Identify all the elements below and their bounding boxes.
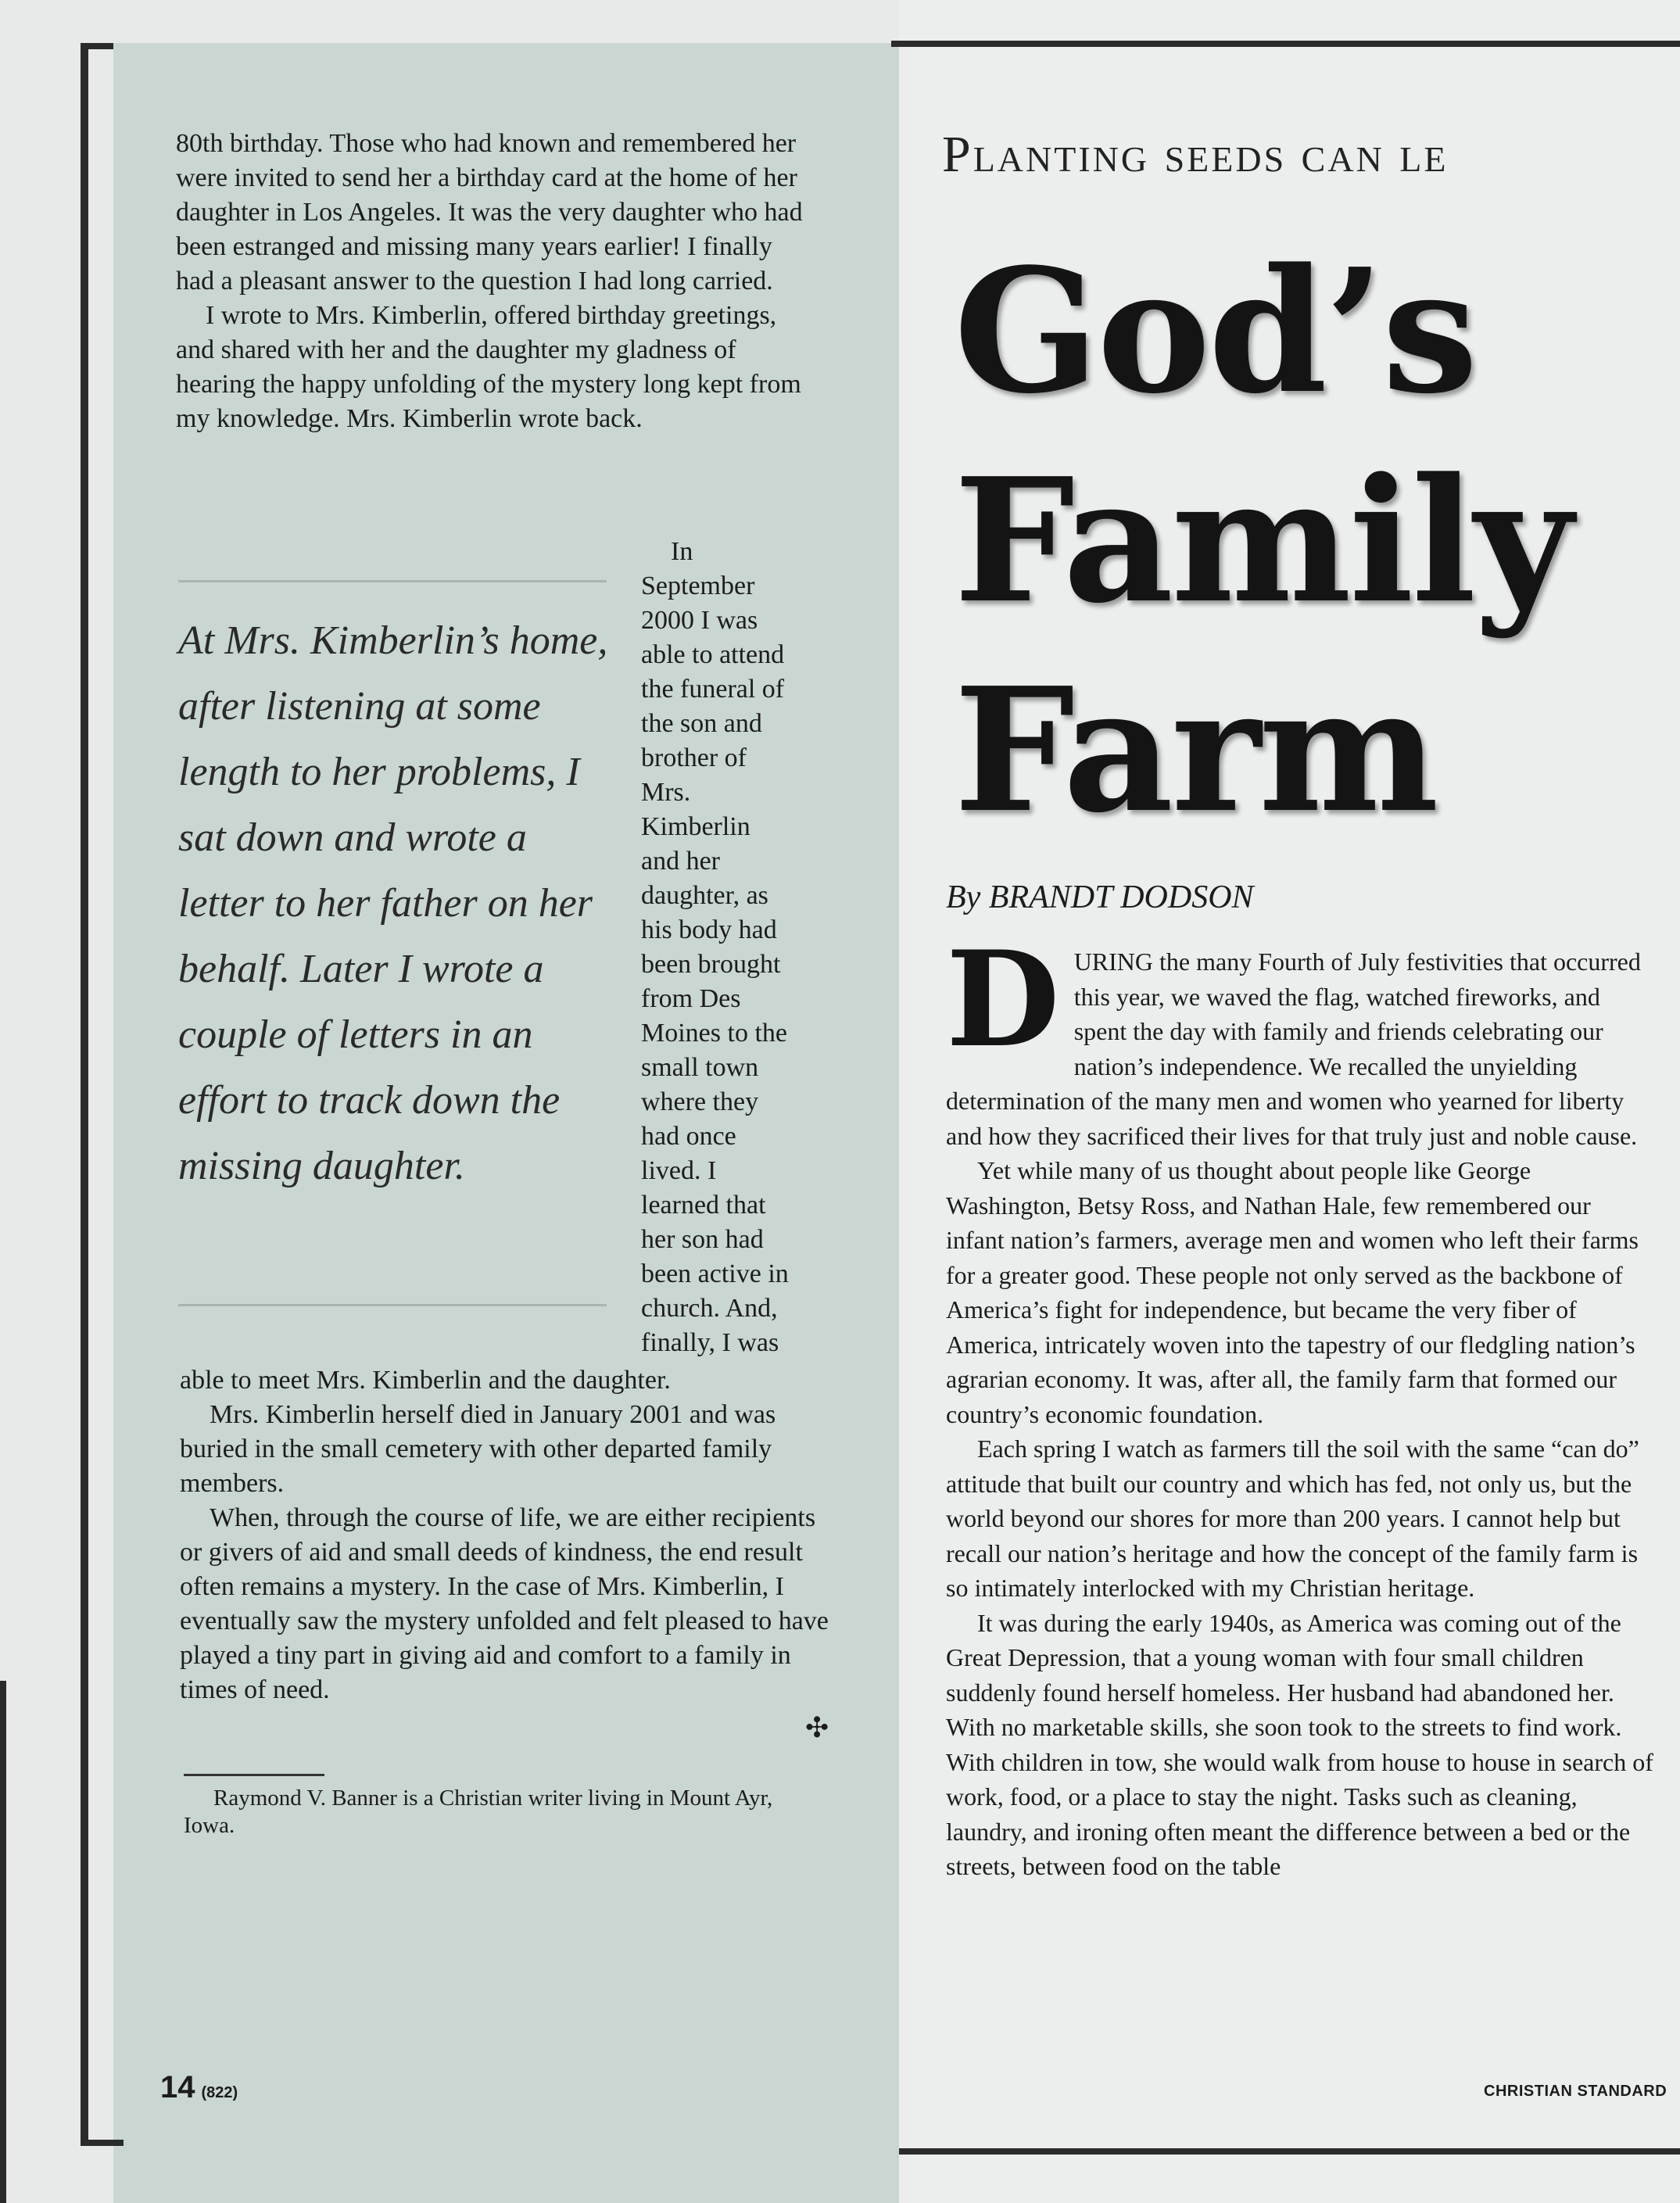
text-line: been active in bbox=[641, 1259, 789, 1288]
kicker: Planting seeds can le bbox=[942, 126, 1449, 183]
text-line: his body had bbox=[641, 915, 777, 944]
text-line: Kimberlin bbox=[641, 812, 750, 841]
headline-line: Family bbox=[954, 441, 1571, 641]
text-line: Moines to the bbox=[641, 1019, 787, 1048]
pullquote: At Mrs. Kimberlin’s home, after listening at some length to her problems, I sat down and wrote a letter to her father on her behalf. Later I wrote a couple of letters in an effort to track down the missing daughter. bbox=[178, 618, 608, 1188]
paragraph: It was during the early 1940s, as America was coming out of the Great Depression, that a young woman with four small children suddenly found herself homeless. Her husband had abandoned her. With no marketable skills, she soon took to the streets to find work. With children in tow, she would walk from house to house in search of work, food, or a place to stay the night. Tasks such as cleaning, laundry, and ironing often meant the difference between a bed or the streets, between food on the table bbox=[946, 1608, 1653, 1880]
right-article-body bbox=[946, 922, 1653, 1884]
page-number-value: 14 bbox=[160, 2070, 195, 2104]
bio-rule bbox=[184, 1774, 324, 1776]
drop-cap: D bbox=[946, 922, 1060, 1076]
text-line: the funeral of bbox=[641, 675, 785, 704]
paragraph: I wrote to Mrs. Kimberlin, offered birthday greetings, and shared with her and the daughter my gladness of hearing the happy unfolding of the mystery long kept from my knowledge. Mrs. Kimberlin wrote back. bbox=[176, 301, 801, 433]
page-edge-shadow bbox=[0, 1681, 6, 2203]
byline: By BRANDT DODSON bbox=[946, 879, 1254, 915]
headline-line: Farm bbox=[954, 650, 1437, 851]
text-line: from Des bbox=[641, 984, 741, 1013]
left-article-top bbox=[176, 127, 817, 436]
text-line: small town bbox=[641, 1053, 759, 1082]
page-bracket-vertical bbox=[81, 43, 88, 2146]
bottom-rule bbox=[899, 2148, 1680, 2155]
magazine-footer: CHRISTIAN STANDARD bbox=[1484, 2083, 1667, 2100]
pullquote-rule-bottom bbox=[178, 1304, 607, 1306]
text-line: and her bbox=[641, 847, 721, 876]
headline-line: God’s bbox=[954, 231, 1476, 432]
text-line: church. And, bbox=[641, 1294, 778, 1323]
page-number-sub: (822) bbox=[201, 2084, 238, 2101]
paragraph: Each spring I watch as farmers till the soil with the same “can do” attitude that built our country and which has fed, not only us, but the world beyond our shores for more than 200 years. I cannot help but recall our nation’s heritage and how the concept of the family farm is so intimately interlocked with my Christian heritage. bbox=[946, 1435, 1639, 1602]
text-line: September bbox=[641, 571, 755, 600]
text-line: able to attend bbox=[641, 640, 785, 669]
lead-paragraph bbox=[946, 922, 1653, 1153]
author-bio: Raymond V. Banner is a Christian writer living in Mount Ayr, Iowa. bbox=[184, 1786, 773, 1838]
paragraph: 80th birthday. Those who had known and remembered her were invited to send her a birthday card at the home of her daughter in Los Angeles. It was the very daughter who had been estranged and missing many years earlier! I finally had a pleasant answer to the question I had long carried. bbox=[176, 129, 803, 296]
lead-paragraph-text: URING the many Fourth of July festivities that occurred this year, we waved the flag, watched fireworks, and spent the day with family and friends celebrating our nation’s independence. We recalled the unyielding determination of the many men and women who yearned for liberty and how they sacrificed their lives for that truly just and noble cause. bbox=[946, 947, 1641, 1150]
page-number bbox=[160, 2070, 238, 2105]
paragraph: able to meet Mrs. Kimberlin and the daughter. bbox=[180, 1366, 671, 1395]
text-line: learned that bbox=[641, 1191, 766, 1220]
text-line: lived. I bbox=[641, 1156, 717, 1185]
text-line: where they bbox=[641, 1087, 759, 1116]
text-line: the son and bbox=[641, 709, 762, 738]
paragraph: Mrs. Kimberlin herself died in January 2001 and was buried in the small cemetery with other departed family members. bbox=[180, 1400, 776, 1498]
text-line: been brought bbox=[641, 950, 781, 979]
headline bbox=[954, 227, 1657, 855]
text-line: Mrs. bbox=[641, 778, 691, 807]
end-of-article-icon: ✣ bbox=[805, 1712, 829, 1743]
page-bracket-top bbox=[81, 43, 113, 49]
text-line: her son had bbox=[641, 1225, 764, 1254]
text-line: finally, I was bbox=[641, 1328, 779, 1357]
text-line: daughter, as bbox=[641, 881, 768, 910]
top-rule bbox=[891, 41, 1680, 47]
paragraph: When, through the course of life, we are either recipients or givers of aid and small deeds of kindness, the end result often remains a mystery. In the case of Mrs. Kimberlin, I eventually saw the mystery unfolded and felt pleased to have played a tiny part in giving aid and comfort to a family in times of need. bbox=[180, 1503, 829, 1704]
text-line: 2000 I was bbox=[641, 606, 758, 635]
text-line: In bbox=[671, 537, 693, 566]
page-bracket-bottom bbox=[81, 2140, 124, 2146]
left-article-bottom bbox=[180, 1363, 829, 1707]
text-line: brother of bbox=[641, 743, 747, 772]
pullquote-rule-top bbox=[178, 580, 607, 582]
paragraph: Yet while many of us thought about people like George Washington, Betsy Ross, and Nathan Hale, few remembered our infant nation’s farmers, average men and women who left their farms for a greater good. These people not only served as the backbone of America’s fight for independence, but became the very fiber of America, intricately woven into the tapestry of our fledgling nation’s agrarian economy. It was, after all, the family farm that formed our country’s economic foundation. bbox=[946, 1156, 1639, 1428]
narrow-column bbox=[641, 535, 836, 1360]
text-line: had once bbox=[641, 1122, 736, 1151]
